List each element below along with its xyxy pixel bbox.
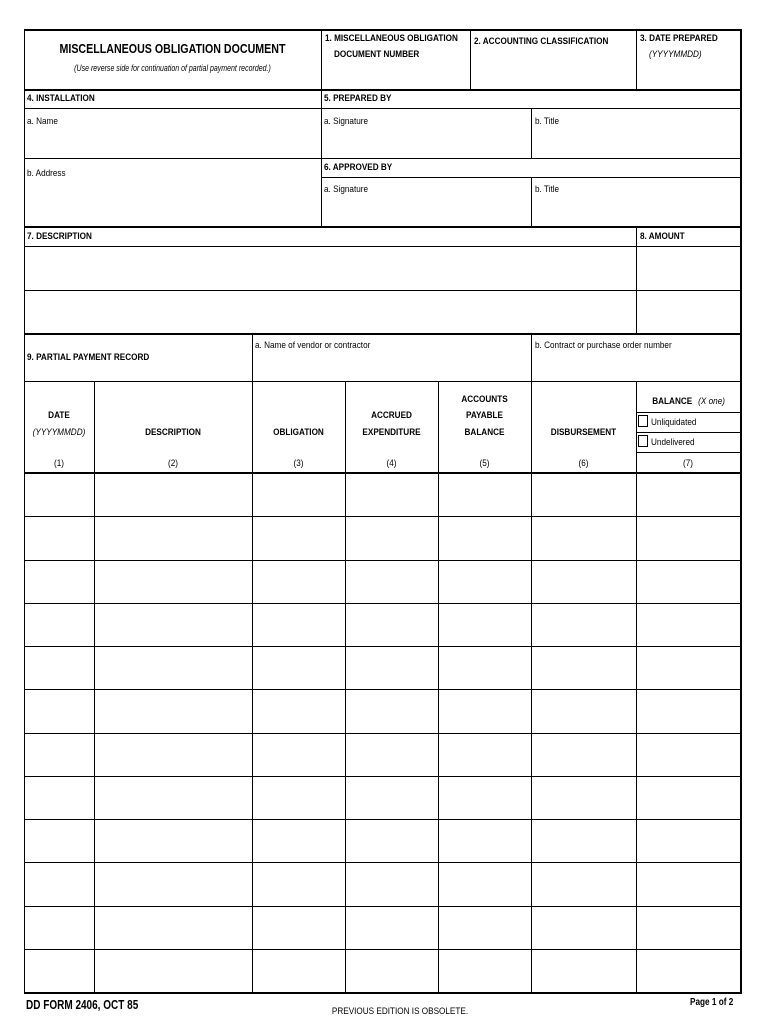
table-cell-accounts-payable-balance[interactable] [439, 517, 531, 558]
table-cell-description[interactable] [95, 647, 252, 688]
table-cell-obligation[interactable] [253, 474, 345, 515]
col1-header: DATE [48, 410, 70, 421]
block9a-label: a. Name of vendor or contractor [255, 340, 371, 351]
block3-label-line1: 3. DATE PREPARED [640, 33, 718, 44]
table-cell-balance[interactable] [637, 690, 739, 731]
table-cell-balance[interactable] [637, 517, 739, 558]
table-cell-disbursement[interactable] [532, 907, 636, 948]
table-cell-date[interactable] [25, 604, 94, 645]
block9-label: 9. PARTIAL PAYMENT RECORD [27, 352, 150, 363]
table-cell-disbursement[interactable] [532, 517, 636, 558]
table-cell-accrued-expenditure[interactable] [346, 517, 438, 558]
table-cell-date[interactable] [25, 474, 94, 515]
col5-number: (5) [479, 458, 490, 469]
table-cell-disbursement[interactable] [532, 820, 636, 861]
table-cell-disbursement[interactable] [532, 777, 636, 818]
table-cell-accrued-expenditure[interactable] [346, 734, 438, 775]
table-cell-obligation[interactable] [253, 690, 345, 731]
table-cell-description[interactable] [95, 734, 252, 775]
table-cell-disbursement[interactable] [532, 863, 636, 904]
col4-header-line1: ACCRUED [371, 410, 412, 421]
col3-number: (3) [293, 458, 304, 469]
table-cell-obligation[interactable] [253, 561, 345, 602]
table-cell-disbursement[interactable] [532, 474, 636, 515]
table-cell-disbursement[interactable] [532, 950, 636, 991]
table-cell-disbursement[interactable] [532, 647, 636, 688]
table-cell-balance[interactable] [637, 907, 739, 948]
col4-header-line2: EXPENDITURE [362, 427, 421, 438]
table-cell-date[interactable] [25, 820, 94, 861]
table-cell-balance[interactable] [637, 474, 739, 515]
table-cell-accounts-payable-balance[interactable] [439, 950, 531, 991]
table-cell-accounts-payable-balance[interactable] [439, 561, 531, 602]
block5a-label: a. Signature [324, 116, 369, 127]
table-cell-obligation[interactable] [253, 863, 345, 904]
col2-header: DESCRIPTION [145, 427, 201, 438]
table-cell-accrued-expenditure[interactable] [346, 777, 438, 818]
form-identifier: DD FORM 2406, OCT 85 [26, 998, 139, 1012]
block4-label: 4. INSTALLATION [27, 93, 95, 104]
edition-notice: PREVIOUS EDITION IS OBSOLETE. [331, 1006, 469, 1017]
table-cell-description[interactable] [95, 820, 252, 861]
table-cell-date[interactable] [25, 647, 94, 688]
table-cell-accrued-expenditure[interactable] [346, 950, 438, 991]
table-cell-description[interactable] [95, 863, 252, 904]
table-cell-description[interactable] [95, 474, 252, 515]
block4a-label: a. Name [27, 116, 58, 127]
table-cell-description[interactable] [95, 517, 252, 558]
block2-label: 2. ACCOUNTING CLASSIFICATION [474, 36, 609, 47]
table-cell-description[interactable] [95, 561, 252, 602]
table-cell-accrued-expenditure[interactable] [346, 690, 438, 731]
table-cell-accrued-expenditure[interactable] [346, 474, 438, 515]
col5-header-line3: BALANCE [464, 427, 505, 438]
block6a-label: a. Signature [324, 184, 369, 195]
table-cell-date[interactable] [25, 863, 94, 904]
col1-header-format: (YYYYMMDD) [32, 427, 86, 438]
table-cell-accounts-payable-balance[interactable] [439, 604, 531, 645]
col6-header: DISBURSEMENT [550, 427, 617, 438]
col5-header-line2: PAYABLE [466, 410, 503, 421]
table-cell-description[interactable] [95, 907, 252, 948]
table-cell-obligation[interactable] [253, 907, 345, 948]
col5-header-line1: ACCOUNTS [461, 394, 508, 405]
col4-number: (4) [386, 458, 397, 469]
col2-number: (2) [168, 458, 178, 469]
undelivered-label: Undelivered [651, 437, 695, 448]
table-cell-accounts-payable-balance[interactable] [439, 690, 531, 731]
table-cell-accounts-payable-balance[interactable] [439, 647, 531, 688]
table-cell-obligation[interactable] [253, 777, 345, 818]
table-cell-accounts-payable-balance[interactable] [439, 777, 531, 818]
block5-label: 5. PREPARED BY [324, 93, 392, 104]
table-cell-date[interactable] [25, 734, 94, 775]
table-cell-balance[interactable] [637, 777, 739, 818]
table-cell-disbursement[interactable] [532, 734, 636, 775]
table-cell-obligation[interactable] [253, 820, 345, 861]
form-title: MISCELLANEOUS OBLIGATION DOCUMENT [59, 41, 286, 56]
table-cell-accounts-payable-balance[interactable] [439, 907, 531, 948]
table-cell-obligation[interactable] [253, 647, 345, 688]
table-cell-obligation[interactable] [253, 734, 345, 775]
table-cell-description[interactable] [95, 690, 252, 731]
table-cell-balance[interactable] [637, 647, 739, 688]
block1-label-line2: DOCUMENT NUMBER [334, 49, 420, 60]
table-cell-balance[interactable] [637, 561, 739, 602]
unliquidated-label: Unliquidated [651, 417, 697, 428]
table-cell-accounts-payable-balance[interactable] [439, 474, 531, 515]
form-subtitle: (Use reverse side for continuation of partial payment recorded.) [74, 63, 271, 73]
table-cell-date[interactable] [25, 950, 94, 991]
col7-number: (7) [683, 458, 693, 469]
table-cell-balance[interactable] [637, 734, 739, 775]
table-cell-accrued-expenditure[interactable] [346, 604, 438, 645]
block1-label-line1: 1. MISCELLANEOUS OBLIGATION [325, 33, 458, 44]
col7-header-title: BALANCE [652, 396, 693, 407]
col1-number: (1) [54, 458, 64, 469]
table-cell-date[interactable] [25, 690, 94, 731]
page-number: Page 1 of 2 [690, 997, 734, 1008]
col6-number: (6) [578, 458, 589, 469]
table-cell-balance[interactable] [637, 863, 739, 904]
table-cell-obligation[interactable] [253, 950, 345, 991]
table-cell-accounts-payable-balance[interactable] [439, 863, 531, 904]
table-cell-accrued-expenditure[interactable] [346, 820, 438, 861]
table-cell-balance[interactable] [637, 820, 739, 861]
table-cell-accounts-payable-balance[interactable] [439, 734, 531, 775]
block3-label-line2: (YYYYMMDD) [649, 49, 702, 60]
table-cell-description[interactable] [95, 604, 252, 645]
table-cell-balance[interactable] [637, 950, 739, 991]
table-cell-date[interactable] [25, 517, 94, 558]
table-cell-disbursement[interactable] [532, 604, 636, 645]
block9b-label: b. Contract or purchase order number [535, 340, 672, 351]
col7-header-hint: (X one) [698, 396, 725, 407]
table-cell-description[interactable] [95, 777, 252, 818]
table-cell-date[interactable] [25, 561, 94, 602]
table-cell-obligation[interactable] [253, 517, 345, 558]
table-cell-obligation[interactable] [253, 604, 345, 645]
table-cell-date[interactable] [25, 907, 94, 948]
block4b-label: b. Address [27, 168, 66, 179]
table-cell-accounts-payable-balance[interactable] [439, 820, 531, 861]
table-cell-accrued-expenditure[interactable] [346, 647, 438, 688]
table-cell-accrued-expenditure[interactable] [346, 561, 438, 602]
table-cell-disbursement[interactable] [532, 690, 636, 731]
block5b-label: b. Title [535, 116, 560, 127]
block6-label: 6. APPROVED BY [324, 162, 393, 173]
table-cell-accrued-expenditure[interactable] [346, 863, 438, 904]
block8-label: 8. AMOUNT [640, 231, 685, 242]
table-cell-disbursement[interactable] [532, 561, 636, 602]
block7-label: 7. DESCRIPTION [27, 231, 92, 242]
table-cell-description[interactable] [95, 950, 252, 991]
table-cell-date[interactable] [25, 777, 94, 818]
col3-header: OBLIGATION [273, 427, 324, 438]
table-cell-accrued-expenditure[interactable] [346, 907, 438, 948]
table-cell-balance[interactable] [637, 604, 739, 645]
block6b-label: b. Title [535, 184, 560, 195]
